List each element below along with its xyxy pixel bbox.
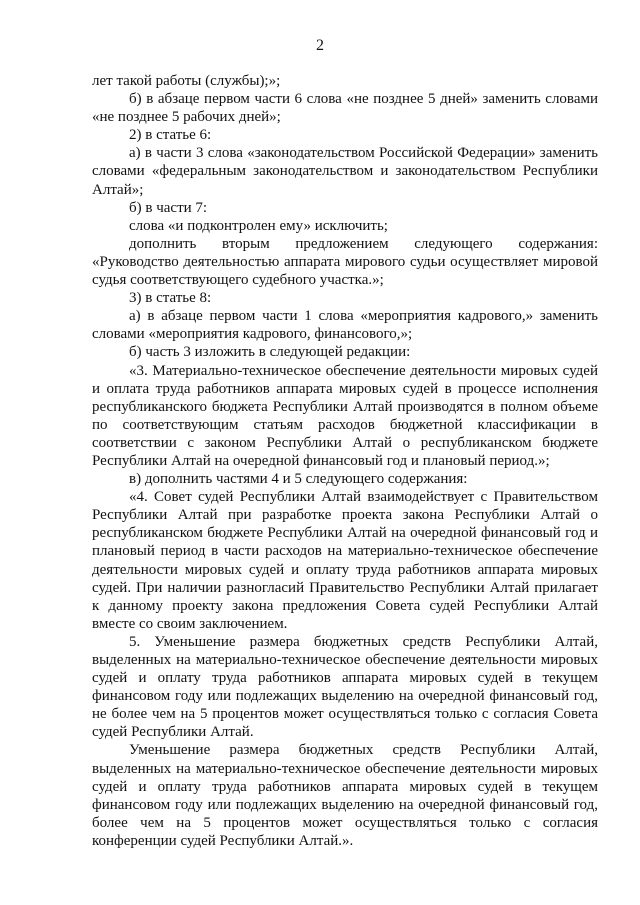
paragraph-amendment-b-part6: б) в абзаце первом части 6 слова «не позднее 5 дней» заменить словами «не позднее 5 рабочих дней»;: [92, 91, 598, 126]
paragraph-article8-part3-text: «3. Материально-техническое обеспечение деятельности мировых судей и оплата труда работников аппарата мировых судей в процессе исполнения республиканского бюджета Республики Алтай производятся в полном объеме по соответствующим статьям расходов бюджетной классификации в соответствии с законом Республики Алтай о республиканском бюджете Республики Алтай на очередной финансовый год и плановый период.»;: [92, 362, 598, 469]
paragraph-article6-part7-heading: б) в части 7:: [129, 199, 208, 216]
paragraph-continuation: лет такой работы (службы);»;: [92, 73, 281, 89]
paragraph-article6-part3: а) в части 3 слова «законодательством Российской Федерации» заменить словами «федеральным законодательством и законодательством Республики Алтай»;: [92, 145, 598, 198]
paragraph-article8-part4-text: «4. Совет судей Республики Алтай взаимодействует с Правительством Республики Алтай при разработке проекта закона Республики Алтай о республиканском бюджете Республики Алтай на очередной финансовый год и плановый период в части расходов на материально-техническое обеспечение деятельности мировых судей и оплату труда работников аппарата мировых судей. При наличии разногласий Правительство Республики Алтай прилагает к данному проекту закона предложения Совета судей Республики Алтай вместе со своим заключением.: [92, 489, 598, 632]
paragraph-article8-part5-text: 5. Уменьшение размера бюджетных средств Республики Алтай, выделенных на материально-техническое обеспечение деятельности мировых судей и оплату труда работников аппарата мировых судей в текущем финансовом году или подлежащих выделению на очередной финансовый год, не более чем на 5 процентов может осуществляться только с согласия Совета судей Республики Алтай.: [92, 633, 598, 741]
page-number: 2: [316, 37, 324, 54]
paragraph-article8-parts4-5-heading: в) дополнить частями 4 и 5 следующего содержания:: [129, 471, 468, 488]
paragraph-article8-part5-second: Уменьшение размера бюджетных средств Республики Алтай, выделенных на материально-техническое обеспечение деятельности мировых судей и оплату труда работников аппарата мировых судей в текущем финансовом году или подлежащих выделению на очередной финансовый год, более чем на 5 процентов может осуществляться только с согласия конференции судей Республики Алтай.».: [92, 742, 598, 849]
paragraph-article8-heading: 3) в статье 8:: [129, 290, 212, 307]
paragraph-article6-heading: 2) в статье 6:: [129, 127, 212, 144]
document-body: [92, 72, 598, 850]
paragraph-article6-part7-delete: слова «и подконтролен ему» исключить;: [129, 217, 388, 234]
paragraph-article8-part1: а) в абзаце первом части 1 слова «мероприятия кадрового,» заменить словами «мероприятия кадрового, финансового,»;: [92, 308, 598, 343]
paragraph-article8-part3-heading: б) часть 3 изложить в следующей редакции:: [129, 344, 411, 361]
paragraph-article6-part7-add: дополнить вторым предложением следующего содержания: «Руководство деятельностью аппарата мирового судьи осуществляет мировой судья соответствующего судебного участка.»;: [92, 235, 598, 289]
